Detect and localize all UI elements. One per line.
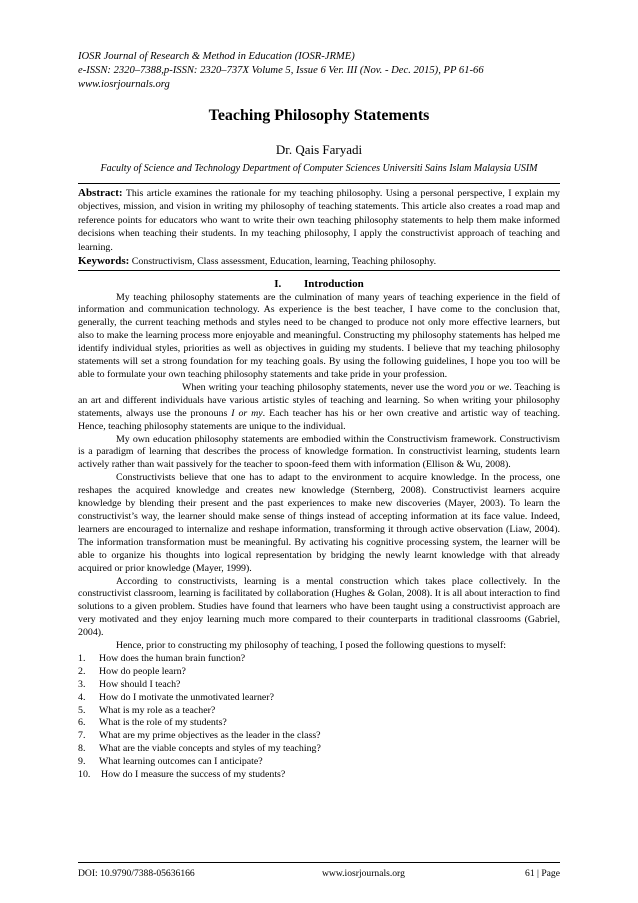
list-item bbox=[78, 679, 560, 692]
list-text: What learning outcomes can I anticipate? bbox=[99, 756, 263, 768]
abstract-bottom-rule bbox=[78, 270, 560, 271]
list-item bbox=[78, 666, 560, 679]
list-number: 6. bbox=[78, 717, 86, 729]
author-name: Dr. Qais Faryadi bbox=[275, 141, 363, 157]
list-text: What is my role as a teacher? bbox=[99, 704, 216, 716]
emphasis-pronouns: I or my bbox=[231, 407, 263, 419]
abstract-top-rule bbox=[78, 183, 560, 184]
question-list bbox=[78, 653, 560, 782]
page-footer bbox=[78, 862, 560, 879]
paragraph: According to constructivists, learning is a mental construction which takes place collectively. In the constructivist classroom, learning is facilitated by collaboration (Hughes & Golan, 2008). It is all about interaction to find solutions to a given problem. Studies have found that learners who have been taught using a constructivist approach are very motivated and they enjoy learning much more compared to their counterparts in traditional classrooms (Gabriel, 2004). bbox=[78, 575, 560, 639]
list-item bbox=[78, 653, 560, 666]
paragraph bbox=[78, 382, 560, 434]
list-text: How do people learn? bbox=[99, 665, 186, 677]
journal-site: www.iosrjournals.org bbox=[78, 79, 170, 91]
list-text: What is the role of my students? bbox=[99, 717, 227, 729]
list-item bbox=[78, 705, 560, 718]
list-number: 9. bbox=[78, 756, 86, 768]
abstract bbox=[78, 187, 560, 255]
journal-name: IOSR Journal of Research & Method in Education (IOSR-JRME) bbox=[78, 51, 355, 62]
section-title: Introduction bbox=[304, 277, 364, 290]
footer-site: www.iosrjournals.org bbox=[322, 868, 405, 879]
paper-title: Teaching Philosophy Statements bbox=[208, 106, 430, 124]
list-text: How do I motivate the unmotivated learner? bbox=[99, 691, 274, 703]
paragraph: Constructivists believe that one has to adapt to the environment to acquire knowledge. In the process, one reshapes the acquired knowledge and creates new knowledge (Sternberg, 2008). Constructivist learners acquire knowledge by blending their present and the past experiences to make new discoveries (Mayer, 2003). To learn the constructivist’s way, the learner should make sense of things instead of accepting information at its face value. Indeed, learners are encouraged to internalize and reshape information, transforming it through active observation (Liaw, 2004). The information transformation must be meaningful. By activating his cognitive processing system, the learner will be able to organize his thoughts into logical representation by bridging the newly learnt knowledge with that already acquired or prior knowledge (Mayer, 1999). bbox=[78, 472, 560, 574]
paper-page bbox=[78, 50, 560, 782]
keywords-text: Constructivism, Class assessment, Education, learning, Teaching philosophy. bbox=[131, 255, 437, 267]
paragraph-text: . Each teacher has his or her own creative and artistic way of teaching. Hence, teaching philosophy statements are unique to the individual. bbox=[78, 407, 560, 432]
paragraph: My teaching philosophy statements are the culmination of many years of teaching experience in the field of information and communication technology. As experience is the best teacher, I have come to the conclusion that, generally, the current teaching methods and styles need to be changed to produce not only more effective learners, but also to make the learning process more enjoyable and meaningful. Constructing my philosophy statements has helped me identify individual styles, priorities as well as objectives in guiding my students. I believe that my teaching philosophy statements will set a strong foundation for my teaching goals. By using the following guidelines, I hope you too will be able to formulate your own teaching philosophy statements and take pride in your profession. bbox=[78, 291, 560, 381]
list-item bbox=[78, 769, 560, 782]
list-number: 8. bbox=[78, 743, 86, 755]
list-text: How should I teach? bbox=[99, 678, 181, 690]
list-item bbox=[78, 717, 560, 730]
footer-page-number: 61 | Page bbox=[525, 868, 560, 879]
list-item bbox=[78, 692, 560, 705]
list-number: 10. bbox=[78, 769, 91, 781]
paragraph: Hence, prior to constructing my philosophy of teaching, I posed the following questions to myself: bbox=[116, 640, 506, 652]
list-item bbox=[78, 743, 560, 756]
list-number: 4. bbox=[78, 691, 86, 703]
list-number: 7. bbox=[78, 730, 86, 742]
section-heading bbox=[78, 278, 560, 290]
paragraph: My own education philosophy statements are embodied within the Constructivism framework. Constructivism is a paradigm of learning that describes the process of knowledge formation. In constructivist learning, students learn actively rather than wait passively for the teacher to spoon-feed them with information (Ellison & Wu, 2008). bbox=[78, 433, 560, 471]
list-text: How does the human brain function? bbox=[99, 652, 246, 664]
emphasis-you: you bbox=[470, 381, 485, 393]
emphasis-we: we bbox=[498, 381, 510, 393]
paragraph-text: or bbox=[484, 381, 499, 393]
list-item bbox=[78, 756, 560, 769]
keywords bbox=[78, 255, 560, 268]
list-text: What are my prime objectives as the leader in the class? bbox=[99, 730, 321, 742]
list-text: What are the viable concepts and styles of my teaching? bbox=[99, 743, 321, 755]
footer-doi: DOI: 10.9790/7388-05636166 bbox=[78, 868, 195, 879]
list-number: 5. bbox=[78, 704, 86, 716]
abstract-label: Abstract: bbox=[78, 186, 123, 199]
abstract-text: This article examines the rationale for my teaching philosophy. Using a personal perspective, I explain my objectives, mission, and vision in writing my philosophy of teaching statements. This article also creates a road map and reference points for educators who want to write their own teaching philosophy statements to help them make informed decisions when teaching their students. In my teaching philosophy, I apply the constructivist approach of teaching and learning. bbox=[78, 187, 560, 253]
list-number: 1. bbox=[78, 652, 86, 664]
journal-issn: e-ISSN: 2320–7388,p-ISSN: 2320–737X Volume 5, Issue 6 Ver. III (Nov. - Dec. 2015), PP 61-66 bbox=[78, 65, 484, 77]
list-item bbox=[78, 730, 560, 743]
list-number: 2. bbox=[78, 665, 86, 677]
section-body bbox=[78, 292, 560, 782]
paragraph-text: . Teaching is an art and different individuals have various artistic styles of teaching and learning. So when writing your philosophy statements, always use the pronouns bbox=[78, 381, 560, 419]
list-number: 3. bbox=[78, 678, 86, 690]
journal-header bbox=[78, 50, 560, 93]
paragraph-text: When writing your teaching philosophy statements, never use the word bbox=[182, 381, 471, 393]
section-number: I. bbox=[274, 277, 282, 290]
keywords-label: Keywords: bbox=[78, 254, 130, 267]
author-affiliation: Faculty of Science and Technology Department of Computer Sciences Universiti Sains Islam Malaysia USIM bbox=[100, 162, 538, 174]
list-text: How do I measure the success of my students? bbox=[101, 769, 286, 781]
